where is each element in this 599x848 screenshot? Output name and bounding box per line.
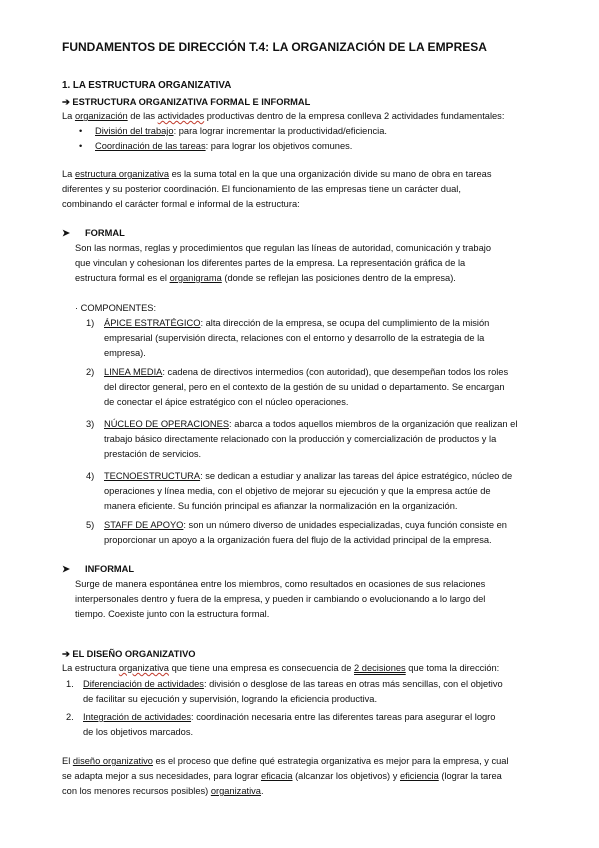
text-run: es el proceso que define qué estrategia organizativa es mejor para la empresa, y cual [152, 756, 509, 766]
component-item-num: 5) [86, 520, 95, 530]
subheading-formal-informal [62, 96, 310, 108]
term-organizacion: organización [74, 111, 128, 121]
paragraph-line: que vinculan y cohesionan los diferentes partes de la empresa. La representación gráfica de la [75, 258, 466, 268]
subheading-text: ESTRUCTURA ORGANIZATIVA FORMAL E INFORMAL [72, 97, 311, 107]
numbered-item-line [83, 678, 503, 690]
component-item-line: trabajo básico directamente relacionado con la producción y comercialización de productos y la [104, 434, 497, 444]
component-item-num: 3) [86, 419, 95, 429]
text-run: de las [127, 111, 158, 121]
text-run: actividades [157, 111, 205, 121]
arrow-right-icon: ➔ [62, 649, 70, 659]
section-heading-estructura: 1. LA ESTRUCTURA ORGANIZATIVA [62, 80, 232, 91]
text-run: : coordinación necesaria entre las diferentes tareas para asegurar el logro [191, 712, 496, 722]
component-item-line [104, 519, 507, 531]
term-organizativa: organizativa [210, 786, 261, 796]
components-label: · COMPONENTES: [75, 303, 157, 313]
text-run: La [62, 169, 75, 179]
component-term: STAFF DE APOYO [104, 520, 184, 530]
paragraph-line: Surge de manera espontánea entre los miembros, como resultados en ocasiones de sus relaciones [75, 579, 486, 589]
subheading-diseno [62, 648, 196, 660]
informal-heading-text: INFORMAL [85, 564, 135, 574]
bullet-term: Coordinación de las tareas [95, 141, 206, 151]
bullet-item [79, 125, 387, 137]
text-run: estructura formal es el [75, 273, 170, 283]
text-run: productivas dentro de la empresa conlleva 2 actividades fundamentales: [204, 111, 505, 121]
term-2-decisiones: 2 decisiones [354, 663, 406, 673]
paragraph-line [62, 168, 492, 180]
intro-paragraph [62, 110, 504, 122]
bullet-icon: • [79, 141, 83, 151]
component-item-line: prestación de servicios. [104, 449, 202, 459]
text-run: (donde se reflejan las posiciones dentro de la empresa). [221, 273, 456, 283]
text-run: se adapta mejor a sus necesidades, para lograr [62, 771, 261, 781]
subheading-text: EL DISEÑO ORGANIZATIVO [72, 649, 196, 659]
text-run: : división o desglose de las tareas en otras más sencillas, con el objetivo [203, 679, 503, 689]
bullet-text: : para lograr los objetivos comunes. [205, 141, 353, 151]
formal-heading [62, 227, 125, 239]
paragraph-line [62, 662, 499, 674]
text-run: : se dedican a estudiar y analizar las tareas del ápice estratégico, núcleo de [200, 471, 513, 481]
component-item-line [104, 317, 489, 329]
text-run: . [260, 786, 264, 796]
numbered-item-line: de facilitar su ejecución y supervisión, logrando la eficiencia productiva. [83, 694, 378, 704]
numbered-item-num: 1. [66, 679, 74, 689]
arrow-right-icon: ➔ [62, 97, 70, 107]
term-eficiencia: eficiencia [399, 771, 439, 781]
paragraph-line: diferentes y su posterior coordinación. El funcionamiento de las empresas tiene un carácter dual, [62, 184, 461, 194]
text-run: con los menores recursos posibles) [62, 786, 211, 796]
component-item-num: 2) [86, 367, 95, 377]
bullet-item [79, 140, 352, 152]
component-item-line: empresa). [104, 348, 146, 358]
component-item-line [104, 470, 512, 482]
text-run: : son un número diverso de unidades especializadas, cuya función consiste en [183, 520, 507, 530]
paragraph-line [62, 770, 502, 782]
component-item-num: 4) [86, 471, 95, 481]
term-diseno-organizativo: diseño organizativo [72, 756, 153, 766]
formal-heading-text: FORMAL [85, 228, 125, 238]
component-term: NÚCLEO DE OPERACIONES [104, 419, 230, 429]
term-organigrama: organigrama [169, 273, 222, 283]
informal-heading [62, 563, 134, 575]
bullet-icon: • [79, 126, 83, 136]
numbered-item-line: de los objetivos marcados. [83, 727, 194, 737]
component-term: ÁPICE ESTRATÉGICO [104, 318, 201, 328]
arrowhead-bullet-icon: ➤ [62, 228, 70, 238]
text-run: que toma la dirección: [405, 663, 500, 673]
component-item-line: del director general, pero en el contexto de la gestión de su unidad o departamento. Se encargan [104, 382, 505, 392]
text-run: La estructura [62, 663, 119, 673]
component-item-num: 1) [86, 318, 95, 328]
text-run: (alcanzar los objetivos) y [292, 771, 400, 781]
component-item-line [104, 366, 508, 378]
bullet-term: División del trabajo [95, 126, 174, 136]
text-run: : cadena de directivos intermedios (con autoridad), que desempeñan todos los roles [162, 367, 509, 377]
paragraph-line [62, 785, 264, 797]
component-item-line: manera eficiente. Su función principal es afianzar la normalización en la organización. [104, 501, 458, 511]
component-term: LINEA MEDIA [104, 367, 163, 377]
bullet-text: : para lograr incrementar la productividad/eficiencia. [173, 126, 387, 136]
text-run: : abarca a todos aquellos miembros de la organización que realizan el [229, 419, 518, 429]
paragraph-line [75, 272, 456, 284]
numbered-term: Diferenciación de actividades [83, 679, 204, 689]
term-estructura-organizativa: estructura organizativa [74, 169, 169, 179]
paragraph-line: Son las normas, reglas y procedimientos que regulan las líneas de autoridad, comunicación y trabajo [75, 243, 492, 253]
arrowhead-bullet-icon: ➤ [62, 564, 70, 574]
numbered-item-num: 2. [66, 712, 74, 722]
text-run: (lograr la tarea [438, 771, 502, 781]
component-term: TECNOESTRUCTURA [104, 471, 201, 481]
paragraph-line: interpersonales dentro y fuera de la empresa, y pueden ir cambiando o evolucionando a lo largo del [75, 594, 486, 604]
paragraph-line [62, 755, 509, 767]
text-run: que tiene una empresa es consecuencia de [168, 663, 355, 673]
text-run: : alta dirección de la empresa, se ocupa del cumplimiento de la misión [200, 318, 490, 328]
term-eficacia: eficacia [260, 771, 293, 781]
numbered-item-line [83, 711, 495, 723]
component-item-line [104, 418, 517, 430]
component-item-line: empresarial (supervisión directa, relaciones con el entorno y desarrollo de la estrategia de la [104, 333, 485, 343]
component-item-line: de conectar el ápice estratégico con el núcleo operaciones. [104, 397, 349, 407]
component-item-line: operaciones y línea media, con el objetivo de mejorar su ejecución y que la empresa actúe de [104, 486, 491, 496]
paragraph-line: tiempo. Coexiste junto con la estructura formal. [75, 609, 270, 619]
paragraph-line: combinando el carácter formal e informal de la estructura: [62, 199, 300, 209]
text-run: La [62, 111, 75, 121]
document-title: FUNDAMENTOS DE DIRECCIÓN T.4: LA ORGANIZACIÓN DE LA EMPRESA [62, 40, 487, 54]
text-run: El [62, 756, 73, 766]
text-run: organizativa [118, 663, 169, 673]
text-run: es la suma total en la que una organización divide su mano de obra en tareas [169, 169, 492, 179]
numbered-term: Integración de actividades [83, 712, 192, 722]
component-item-line: proporcionar un apoyo a la organización fuera del flujo de la actividad principal de la empresa. [104, 535, 492, 545]
